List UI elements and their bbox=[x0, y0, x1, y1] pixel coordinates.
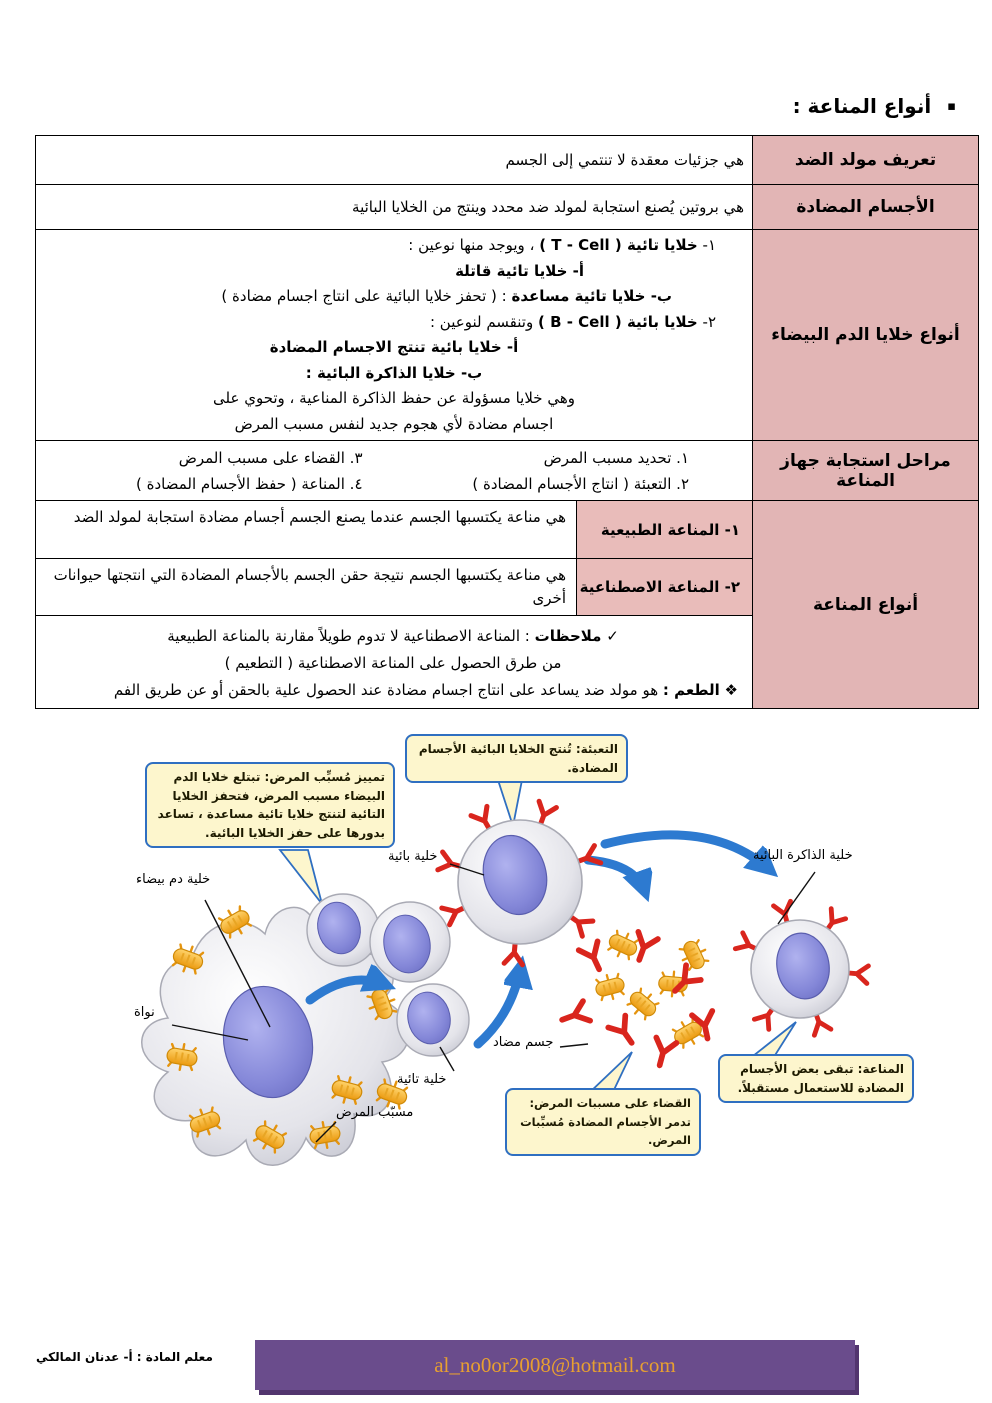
stages-column-1 bbox=[371, 445, 745, 497]
artificial-immunity-text: هي مناعة يكتسبها الجسم نتيجة حقن الجسم بالأجسام المضادة التي انتجتها حيوانات أخرى bbox=[36, 559, 576, 616]
note-line-2: من طرق الحصول على المناعة الاصطناعية ( التطعيم ) bbox=[224, 654, 562, 672]
table-row-antibodies bbox=[36, 185, 979, 230]
row-content-antigen: هي جزئيات معقدة لا تنتمي إلى الجسم bbox=[36, 136, 753, 185]
callout-mobilization: التعبئة: تُنتج الخلايا البائية الأجسام المضادة. bbox=[405, 734, 628, 783]
wbc-line-4: ٢- خلايا بائية ( B - Cell ) وتنقسم لنوعين : bbox=[429, 312, 716, 331]
memory-b-cell bbox=[735, 901, 868, 1035]
wbc-line-5: أ- خلايا بائية تنتج الاجسام المضادة bbox=[269, 338, 519, 356]
row-content-wbc-types bbox=[36, 230, 753, 441]
label-b-cell: خلية بائية bbox=[388, 849, 438, 864]
label-nucleus: نواة bbox=[134, 1005, 155, 1020]
natural-immunity-text: هي مناعة يكتسبها الجسم عندما يصنع الجسم أجسام مضادة استجابة لمولد الضد bbox=[36, 501, 576, 559]
wbc-line-8: اجسام مضادة لأي هجوم جديد لنفس مسبب المرض bbox=[234, 414, 554, 433]
stage-3: ٣. القضاء على مسبب المرض bbox=[178, 448, 363, 467]
row-header-stages: مراحل استجابة جهاز المناعة bbox=[753, 441, 979, 501]
note-line-3: ❖ الطعم : هو مولد ضد يساعد على انتاج اجسام مضادة عند الحصول علية بالحقن أو عن طريق الفم bbox=[113, 681, 738, 699]
footer-email-bar bbox=[255, 1340, 855, 1390]
immunity-table bbox=[35, 135, 979, 709]
table-row-stages bbox=[36, 441, 979, 501]
table-row-immunity-types bbox=[36, 501, 979, 709]
callout-identify-pathogen: تمييز مُسبِّب المرض: تبتلع خلايا الدم البيضاء مسبب المرض، فتحفز الخلايا التائية لتنتج خلايا تائية مساعدة ، تساعد بدورها على حفز الخلايا البائية. bbox=[145, 762, 395, 848]
label-t-cell: خلية تائية bbox=[397, 1072, 447, 1087]
label-memory-b-cell: خلية الذاكرة البائية bbox=[753, 848, 853, 863]
label-antibody: جسم مضاد bbox=[493, 1035, 554, 1050]
label-pathogen: مسبّب المرض bbox=[336, 1105, 414, 1120]
table-row-antigen bbox=[36, 136, 979, 185]
callout-immunity: المناعة: تبقى بعض الأجسام المضادة للاستعمال مستقبلاً. bbox=[718, 1054, 914, 1103]
wbc-line-2: أ- خلايا تائية قاتلة bbox=[455, 261, 584, 280]
row-content-immunity-types bbox=[36, 501, 753, 709]
diamond-bullet-icon: ❖ bbox=[724, 681, 738, 699]
stage-2: ٢. التعبئة ( انتاج الأجسام المضادة ) bbox=[472, 474, 689, 493]
square-bullet-icon: ▪ bbox=[947, 99, 956, 114]
notes-block bbox=[36, 616, 752, 708]
wbc-line-1: ١- خلايا تائية ( T - Cell ) ، ويوجد منها نوعين : bbox=[408, 236, 716, 254]
natural-immunity-row bbox=[36, 501, 752, 559]
row-header-antigen: تعريف مولد الضد bbox=[753, 136, 979, 185]
row-header-antibodies: الأجسام المضادة bbox=[753, 185, 979, 230]
email-address: al_no0or2008@hotmail.com bbox=[434, 1352, 676, 1377]
table-row-wbc-types bbox=[36, 230, 979, 441]
row-header-immunity-types: أنواع المناعة bbox=[753, 501, 979, 709]
artificial-immunity-label: ٢- المناعة الاصطناعية bbox=[576, 559, 752, 616]
row-content-antibodies: هي بروتين يُصنع استجابة لمولد ضد محدد وينتج من الخلايا البائية bbox=[36, 185, 753, 230]
artificial-immunity-row bbox=[36, 559, 752, 616]
immune-response-diagram bbox=[110, 722, 910, 1187]
stage-1: ١. تحديد مسبب المرض bbox=[543, 448, 689, 467]
page-title bbox=[793, 94, 956, 118]
callout-elimination: القضاء على مسببات المرض: تدمر الأجسام المضادة مُسبِّبات المرض. bbox=[505, 1088, 701, 1156]
page-title-text: أنواع المناعة : bbox=[792, 94, 932, 118]
check-icon: ✓ bbox=[606, 627, 619, 645]
wbc-line-6: ب- خلايا الذاكرة البائية : bbox=[305, 363, 483, 382]
stage-4: ٤. المناعة ( حفظ الأجسام المضادة ) bbox=[136, 474, 363, 493]
stages-column-2 bbox=[44, 445, 371, 497]
b-cell bbox=[438, 801, 601, 965]
note-line-1: ✓ ملاحظات : المناعة الاصطناعية لا تدوم طويلاً مقارنة بالمناعة الطبيعية bbox=[167, 627, 619, 645]
natural-immunity-label: ١- المناعة الطبيعية bbox=[576, 501, 752, 559]
row-content-stages bbox=[36, 441, 753, 501]
row-header-wbc-types: أنواع خلايا الدم البيضاء bbox=[753, 230, 979, 441]
teacher-credit: معلم المادة : أ- عدنان المالكي bbox=[36, 1350, 213, 1364]
wbc-line-3: ب- خلايا تائية مساعدة : ( تحفز خلايا البائية على انتاج اجسام مضادة ) bbox=[221, 287, 672, 305]
antibody-cluster bbox=[559, 928, 718, 1068]
label-white-blood-cell: خلية دم بيضاء bbox=[136, 872, 211, 887]
wbc-line-7: وهي خلايا مسؤولة عن حفظ الذاكرة المناعية ، وتحوي على bbox=[213, 389, 575, 407]
